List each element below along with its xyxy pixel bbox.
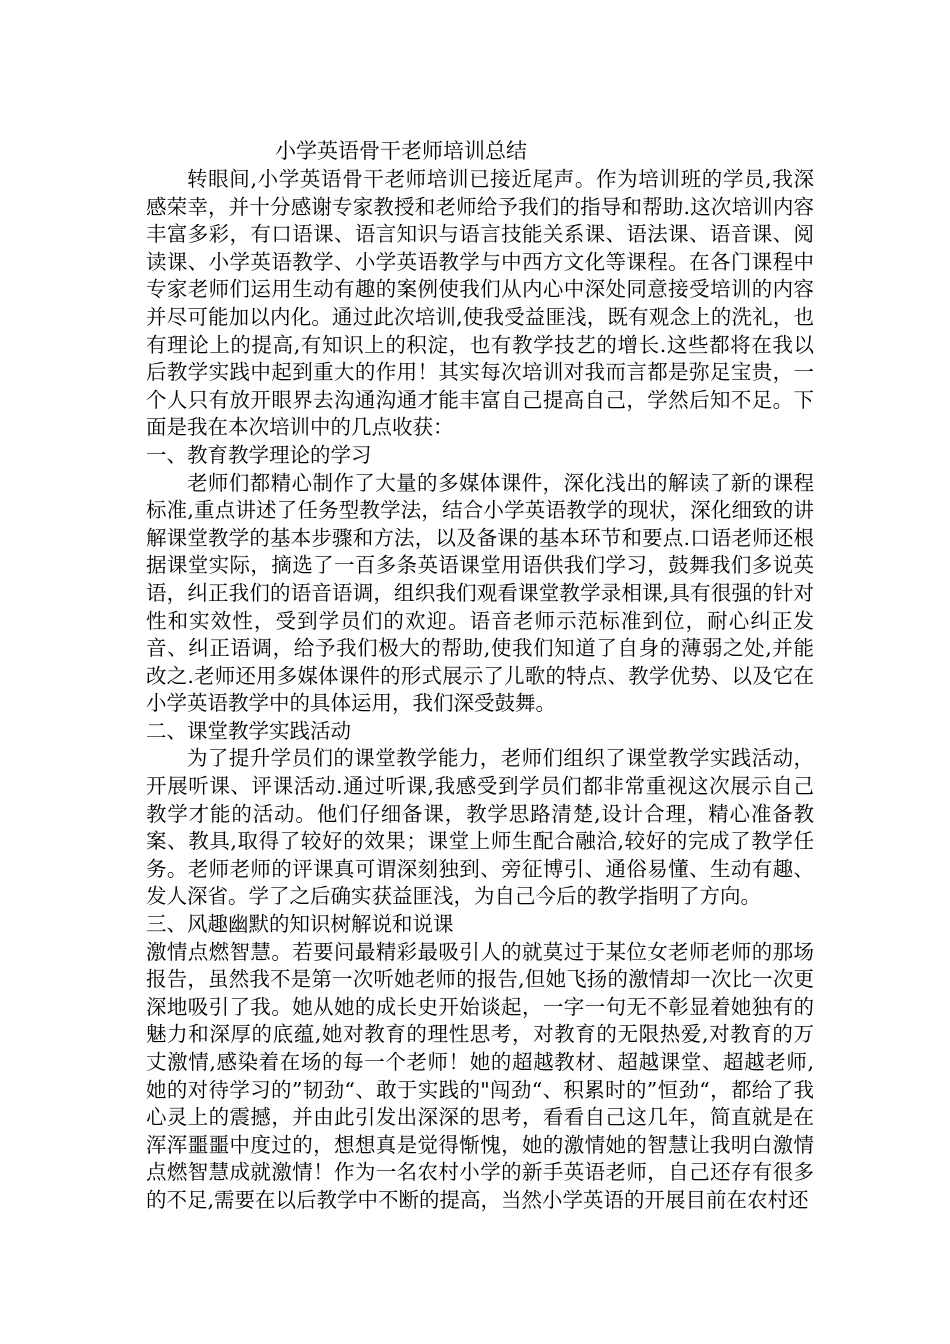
- section-2-heading: 二、课堂教学实践活动: [146, 718, 351, 743]
- document-title: 小学英语骨干老师培训总结: [275, 139, 527, 163]
- section-2-paragraph: 为了提升学员们的课堂教学能力，老师们组织了课堂教学实践活动，开展听课、评课活动.通过听课,我感受到学员们都非常重视这次展示自己教学才能的活动。他们仔细备课，教学思路清楚,设计合理，精心准备教案、教具,取得了较好的效果；课堂上师生配合融洽,较好的完成了教学任务。老师老师的评课真可谓深刻独到、旁征博引、通俗易懂、生动有趣、发人深省。学了之后确实获益匪浅，为自己今后的教学指明了方向。: [146, 746, 814, 909]
- document-page: [146, 136, 814, 1215]
- section-3-paragraph: 激情点燃智慧。若要问最精彩最吸引人的就莫过于某位女老师老师的那场报告，虽然我不是第一次听她老师的报告,但她飞扬的激情却一次比一次更深地吸引了我。她从她的成长史开始谈起，一字一句无不彰显着她独有的魅力和深厚的底蕴,她对教育的理性思考，对教育的无限热爱,对教育的万丈激情,感染着在场的每一个老师！她的超越教材、超越课堂、超越老师,她的对待学习的”韧劲“、敢于实践的"闯劲“、积累时的”恒劲“，都给了我心灵上的震撼，并由此引发出深深的思考，看看自己这几年，简直就是在浑浑噩噩中度过的，想想真是觉得惭愧，她的激情她的智慧让我明白激情点燃智慧成就激情！作为一名农村小学的新手英语老师，自己还存有很多的不足,需要在以后教学中不断的提高，当然小学英语的开展目前在农村还: [146, 939, 814, 1212]
- section-1-heading: 一、教育教学理论的学习: [146, 442, 372, 467]
- section-1-paragraph: 老师们都精心制作了大量的多媒体课件，深化浅出的解读了新的课程标准,重点讲述了任务型教学法，结合小学英语教学的现状，深化细致的讲解课堂教学的基本步骤和方法，以及备课的基本环节和要点.口语老师还根据课堂实际，摘选了一百多条英语课堂用语供我们学习，鼓舞我们多说英语，纠正我们的语音语调，组织我们观看课堂教学录相课,具有很强的针对性和实效性，受到学员们的欢迎。语音老师示范标准到位，耐心纠正发音、纠正语调，给予我们极大的帮助,使我们知道了自身的薄弱之处,并能改之.老师还用多媒体课件的形式展示了儿歌的特点、教学优势、以及它在小学英语教学中的具体运用，我们深受鼓舞。: [146, 470, 814, 716]
- section-3-heading: 三、风趣幽默的知识树解说和说课: [146, 912, 454, 937]
- intro-paragraph: 转眼间,小学英语骨干老师培训已接近尾声。作为培训班的学员,我深感荣幸，并十分感谢专家教授和老师给予我们的指导和帮助.这次培训内容丰富多彩，有口语课、语言知识与语言技能关系课、语法课、语音课、阅读课、小学英语教学、小学英语教学与中西方文化等课程。在各门课程中专家老师们运用生动有趣的案例使我们从内心中深处同意接受培训的内容并尽可能加以内化。通过此次培训,使我受益匪浅，既有观念上的洗礼，也有理论上的提高,有知识上的积淀，也有教学技艺的增长.这些都将在我以后教学实践中起到重大的作用！其实每次培训对我而言都是弥足宝贵，一个人只有放开眼界去沟通沟通才能丰富自己提高自己，学然后知不足。下面是我在本次培训中的几点收获：: [146, 167, 814, 440]
